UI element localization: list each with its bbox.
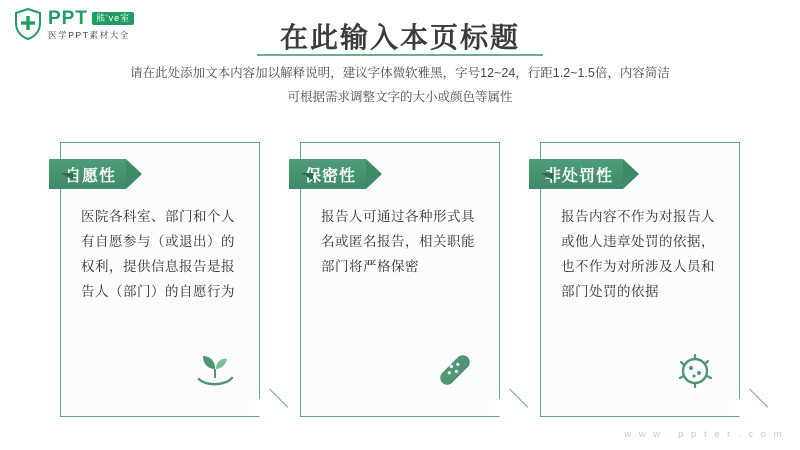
bandage-icon [433,348,477,392]
card-confidential [300,142,500,417]
subtitle-line-2: 可根据需求调整文字的大小或颜色等属性 [287,89,513,104]
card-label: 非处罚性 [529,159,623,189]
ribbon-tail-icon [301,173,313,180]
card-body-text: 报告人可通过各种形式具名或匿名报告，相关职能部门将严格保密 [321,209,475,274]
ribbon-tail-icon [541,173,553,180]
watermark: w w w . p p t e r . c o m [624,429,784,440]
ribbon-arrow-icon [126,159,142,189]
card-list [0,142,800,417]
logo-subtitle: 医学PPT素材大全 [48,29,130,40]
card-label: 自愿性 [49,159,126,189]
germ-icon [673,348,717,392]
plant-in-hand-icon [193,348,237,392]
ribbon-arrow-icon [366,159,382,189]
logo-brand-text: PPT [48,7,88,29]
logo-badge: 熊've室 [92,12,134,25]
subtitle-line-1: 请在此处添加文本内容加以解释说明，建议字体微软雅黑，字号12~24，行距1.2~1.5倍，内容简洁 [130,66,670,80]
card-body-text: 医院各科室、部门和个人有自愿参与（或退出）的权利，提供信息报告是报告人（部门）的自愿行为 [81,209,235,299]
card-body-text: 报告内容不作为对报告人或他人违章处罚的依据，也不作为对所涉及人员和部门处罚的依据 [561,209,715,299]
title-underline [257,54,543,56]
ribbon-tail-icon [61,173,73,180]
card-non-punitive [540,142,740,417]
page-subtitle [0,62,800,110]
ribbon-arrow-icon [623,159,639,189]
card-label: 保密性 [289,159,366,189]
card-voluntary [60,142,260,417]
page-title: 在此输入本页标题 [279,22,520,53]
